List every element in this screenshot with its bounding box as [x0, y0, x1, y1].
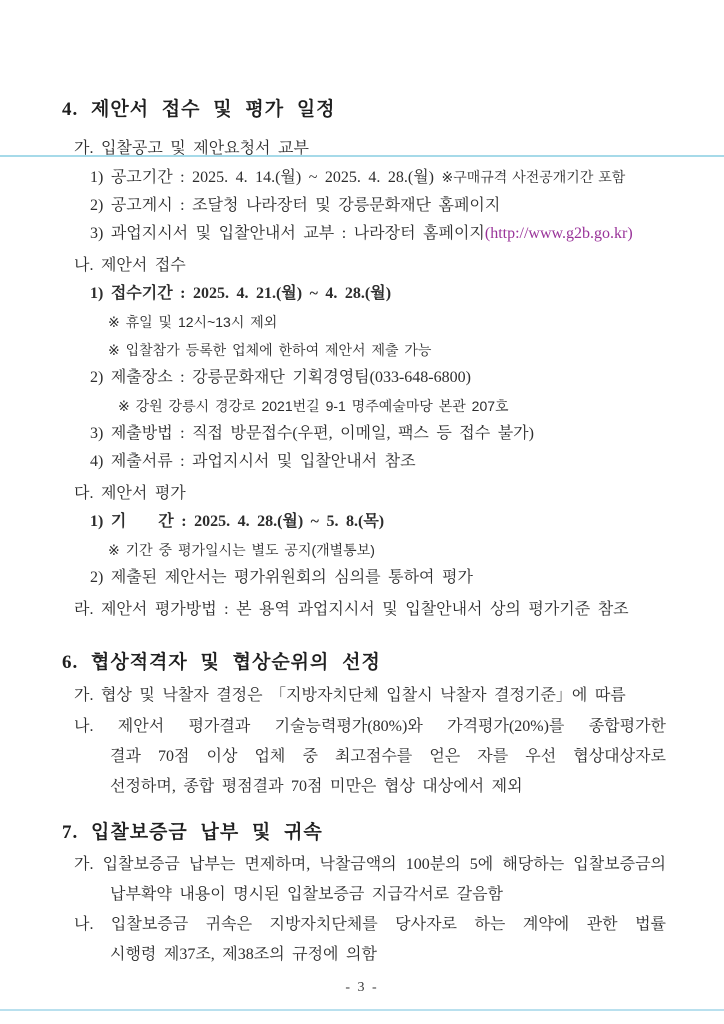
- s7-na-bond-reversion-line1: 나. 입찰보증금 귀속은 지방자치단체를 당사자로 하는 계약에 관한 법률: [74, 916, 666, 933]
- s4-notice-period-line: [0, 163, 724, 192]
- s6-na-evaluation-result-line2: 결과 70점 이상 업체 중 최고점수를 얻은 자를 우선 협상대상자로: [110, 748, 666, 765]
- s4-evaluation-period-line: 1) 기 간 : 2025. 4. 28.(월) ~ 5. 8.(목): [90, 513, 385, 530]
- s4-evaluation-schedule-note: ※ 기간 중 평가일시는 별도 공지(개별통보): [108, 542, 375, 558]
- s4-ra-evaluation-method-line: 라. 제안서 평가방법 : 본 용역 과업지시서 및 입찰안내서 상의 평가기준 참조: [74, 601, 629, 618]
- bottom-divider-line: [0, 1009, 724, 1011]
- g2b-url-link[interactable]: (http://www.g2b.go.kr): [484, 225, 633, 242]
- section-7-heading: 7. 입찰보증금 납부 및 귀속: [62, 822, 323, 843]
- s4-da-proposal-evaluation-title: 다. 제안서 평가: [74, 485, 186, 502]
- s4-submission-place-line: 2) 제출장소 : 강릉문화재단 기획경영팀(033-648-6800): [90, 369, 471, 386]
- s4-address-note: ※ 강원 강릉시 경강로 2021번길 9-1 명주예술마당 본관 207호: [118, 398, 509, 414]
- s4-notice-posting-line: 2) 공고게시 : 조달청 나라장터 및 강릉문화재단 홈페이지: [90, 197, 501, 214]
- s6-na-evaluation-result-line1: 나. 제안서 평가결과 기술능력평가(80%)와 가격평가(20%)를 종합평가한: [74, 718, 666, 735]
- s7-ga-bid-bond-line1: 가. 입찰보증금 납부는 면제하며, 낙찰금액의 100분의 5에 해당하는 입찰보증금의: [74, 856, 666, 873]
- s4-evaluation-committee-line: 2) 제출된 제안서는 평가위원회의 심의를 통하여 평가: [90, 569, 473, 586]
- s7-ga-bid-bond-line2: 납부확약 내용이 명시된 입찰보증금 지급각서로 갈음함: [110, 886, 503, 903]
- s4-submission-method-line: 3) 제출방법 : 직접 방문접수(우편, 이메일, 팩스 등 접수 불가): [90, 425, 534, 442]
- section-4-heading: 4. 제안서 접수 및 평가 일정: [62, 99, 336, 120]
- section-6-heading: 6. 협상적격자 및 협상순위의 선정: [62, 652, 381, 673]
- s6-na-evaluation-result-line3: 선정하며, 종합 평점결과 70점 미만은 협상 대상에서 제외: [110, 778, 523, 795]
- s4-receipt-registered-note: ※ 입찰참가 등록한 업체에 한하여 제안서 제출 가능: [108, 342, 432, 358]
- notice-period-note: ※구매규격 사전공개기간 포함: [441, 169, 626, 185]
- page-number: - 3 -: [345, 980, 379, 995]
- s4-receipt-period-line: 1) 접수기간 : 2025. 4. 21.(월) ~ 4. 28.(월): [90, 285, 392, 302]
- s4-submission-docs-line: 4) 제출서류 : 과업지시서 및 입찰안내서 참조: [90, 453, 416, 470]
- s4-receipt-holiday-note: ※ 휴일 및 12시~13시 제외: [108, 314, 278, 330]
- s7-na-bond-reversion-line2: 시행령 제37조, 제38조의 규정에 의함: [110, 946, 377, 963]
- s4-task-docs-line: [0, 220, 724, 248]
- task-docs-text: 3) 과업지시서 및 입찰안내서 교부 : 나라장터 홈페이지: [90, 225, 485, 242]
- notice-period-text: 1) 공고기간 : 2025. 4. 14.(월) ~ 2025. 4. 28.(월): [90, 169, 442, 186]
- s4-ga-bid-notice-title: 가. 입찰공고 및 제안요청서 교부: [74, 140, 309, 157]
- s4-na-proposal-receipt-title: 나. 제안서 접수: [74, 257, 186, 274]
- s6-ga-award-criteria-line: 가. 협상 및 낙찰자 결정은 「지방자치단체 입찰시 낙찰자 결정기준」에 따름: [74, 687, 626, 704]
